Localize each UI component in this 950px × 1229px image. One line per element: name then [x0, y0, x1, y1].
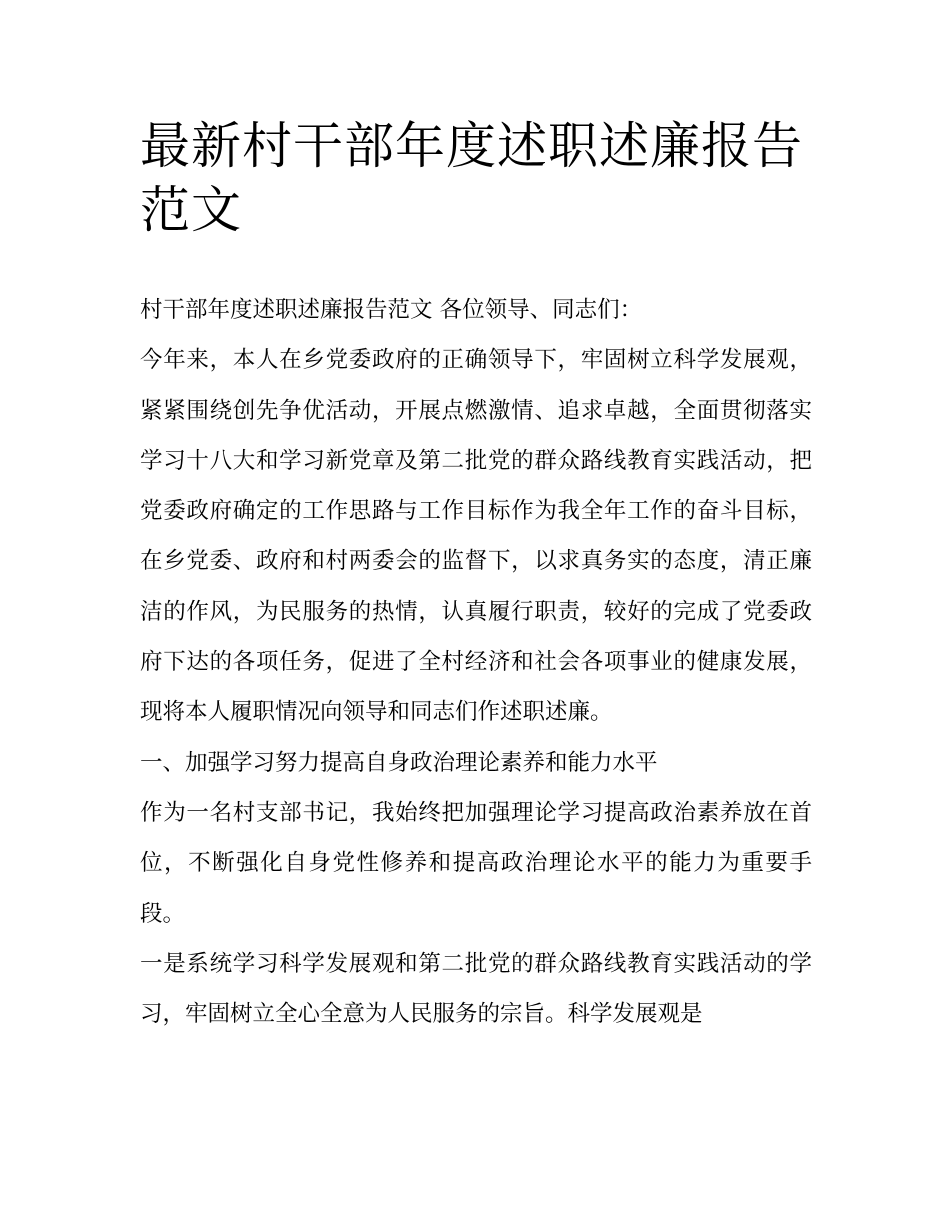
paragraph-intro: 今年来，本人在乡党委政府的正确领导下，牢固树立科学发展观，紧紧围绕创先争优活动，开展点燃激情、追求卓越，全面贯彻落实学习十八大和学习新党章及第二批党的群众路线教育实践活动，把党委政府确定的工作思路与工作目标作为我全年工作的奋斗目标，在乡党委、政府和村两委会的监督下，以求真务实的态度，清正廉洁的作风，为民服务的热情，认真履行职责，较好的完成了党委政府下达的各项任务，促进了全村经济和社会各项事业的健康发展，现将本人履职情况向领导和同志们作述职述廉。: [140, 347, 812, 726]
paragraph-point-1: 一是系统学习科学发展观和第二批党的群众路线教育实践活动的学习，牢固树立全心全意为人民服务的宗旨。科学发展观是: [140, 950, 812, 1028]
document-title: 最新村干部年度述职述廉报告范文: [140, 117, 803, 239]
paragraph-salutation: 村干部年度述职述廉报告范文 各位领导、同志们：: [140, 297, 643, 323]
section-heading-1: 一、加强学习努力提高自身政治理论素养和能力水平: [140, 749, 658, 776]
document-body: [140, 285, 812, 1039]
paragraph-section-1: 作为一名村支部书记，我始终把加强理论学习提高政治素养放在首位，不断强化自身党性修养和提高政治理论水平的能力为重要手段。: [140, 799, 812, 927]
